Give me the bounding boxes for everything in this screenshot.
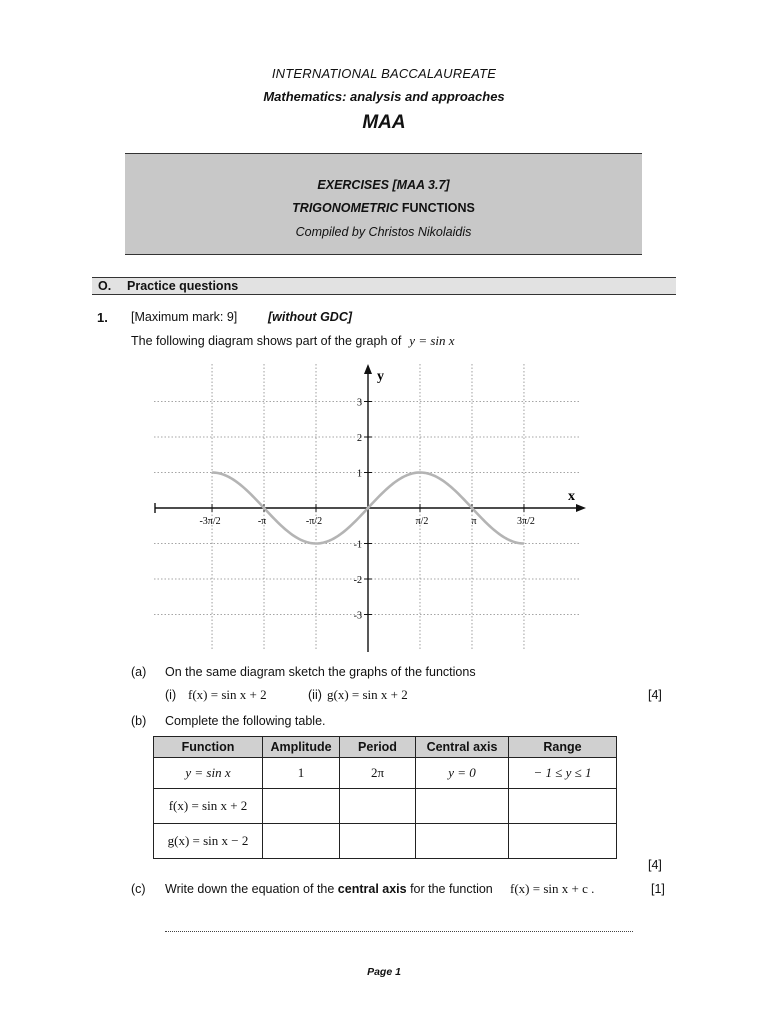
part-b-mark: [4] (648, 858, 662, 872)
table-cell: 2π (340, 758, 416, 789)
y-axis-arrow (364, 364, 372, 374)
question-marks: [Maximum mark: 9] (131, 310, 238, 324)
part-a-i-function: f(x) = sin x + 2 (188, 687, 267, 702)
title-box (125, 153, 642, 255)
y-tick-label: -2 (353, 575, 362, 586)
topic-title-italic: TRIGONOMETRIC (292, 201, 399, 215)
table-cell: 1 (263, 758, 340, 789)
table-header-cell: Function (154, 737, 263, 758)
part-b-label: (b) (131, 714, 147, 728)
chart-axes (155, 364, 586, 652)
part-c-label: (c) (131, 882, 146, 896)
part-c-text-after: for the function (406, 882, 493, 896)
function-table (153, 736, 617, 859)
part-c-function: f(x) = sin x + c . (510, 881, 595, 896)
x-axis-label: x (568, 489, 575, 504)
x-tick-label: π/2 (415, 516, 429, 527)
header-course: Mathematics: analysis and approaches (263, 89, 505, 104)
question-intro (131, 333, 455, 349)
table-header-cell: Period (340, 737, 416, 758)
table-header-cell: Amplitude (263, 737, 340, 758)
table-row (154, 758, 617, 789)
section-bar (92, 277, 676, 295)
x-axis-arrow (576, 504, 586, 512)
part-a-ii-function: g(x) = sin x + 2 (327, 687, 408, 702)
part-c-text-before: Write down the equation of the (165, 882, 338, 896)
part-a-text: On the same diagram sketch the graphs of the functions (165, 665, 476, 679)
y-tick-label: 3 (357, 397, 362, 409)
topic-title (125, 201, 642, 215)
table-row (154, 824, 617, 859)
part-a-i-label: (i) (165, 688, 177, 702)
y-tick-label: 2 (357, 433, 362, 444)
y-axis-label: y (377, 369, 384, 384)
table-cell-empty[interactable] (263, 824, 340, 859)
table-cell-empty[interactable] (509, 789, 617, 824)
part-a-ii-label: (ii) (308, 688, 322, 702)
chart-grid (154, 364, 580, 650)
question-intro-math: y = sin x (409, 333, 455, 348)
part-c-text-bold: central axis (337, 882, 407, 896)
table-header-row (154, 737, 617, 758)
author-line: Compiled by Christos Nikolaidis (295, 225, 472, 239)
part-c-mark: [1] (651, 882, 665, 896)
table-cell-empty[interactable] (416, 789, 509, 824)
topic-title-rest: FUNCTIONS (398, 201, 475, 215)
table-cell: f(x) = sin x + 2 (154, 789, 263, 824)
y-tick-label: -1 (353, 539, 362, 551)
sine-graph (150, 362, 590, 652)
y-tick-label: -3 (353, 610, 362, 622)
x-tick-label: π (471, 516, 477, 527)
section-number: O. (98, 279, 112, 293)
x-tick-label: -π/2 (305, 516, 323, 527)
part-c-text (165, 882, 493, 896)
table-cell-empty[interactable] (416, 824, 509, 859)
x-tick-label: 3π/2 (517, 516, 535, 527)
header-institution: INTERNATIONAL BACCALAUREATE (271, 66, 497, 81)
table-header-cell: Central axis (416, 737, 509, 758)
table-header-cell: Range (509, 737, 617, 758)
table-cell: y = 0 (416, 758, 509, 789)
table-row (154, 789, 617, 824)
x-tick-label: -3π/2 (199, 516, 221, 527)
page-number: Page 1 (367, 966, 401, 978)
question-gdc: [without GDC] (268, 310, 353, 324)
question-intro-text: The following diagram shows part of the graph of (131, 334, 402, 348)
part-a-mark: [4] (648, 688, 662, 702)
table-cell: − 1 ≤ y ≤ 1 (509, 758, 617, 789)
table-cell: y = sin x (154, 758, 263, 789)
exercise-title: EXERCISES [MAA 3.7] (317, 178, 450, 192)
table-cell-empty[interactable] (340, 824, 416, 859)
table-cell: g(x) = sin x − 2 (154, 824, 263, 859)
part-a-label: (a) (131, 665, 147, 679)
header-code: MAA (362, 112, 406, 133)
y-tick-label: 1 (357, 468, 362, 480)
part-b-text: Complete the following table. (165, 714, 326, 728)
table-cell-empty[interactable] (509, 824, 617, 859)
x-tick-label: -π (257, 516, 267, 527)
question-number: 1. (97, 310, 108, 325)
answer-line[interactable] (165, 931, 633, 932)
table-cell-empty[interactable] (263, 789, 340, 824)
table-cell-empty[interactable] (340, 789, 416, 824)
section-title: Practice questions (127, 279, 239, 293)
